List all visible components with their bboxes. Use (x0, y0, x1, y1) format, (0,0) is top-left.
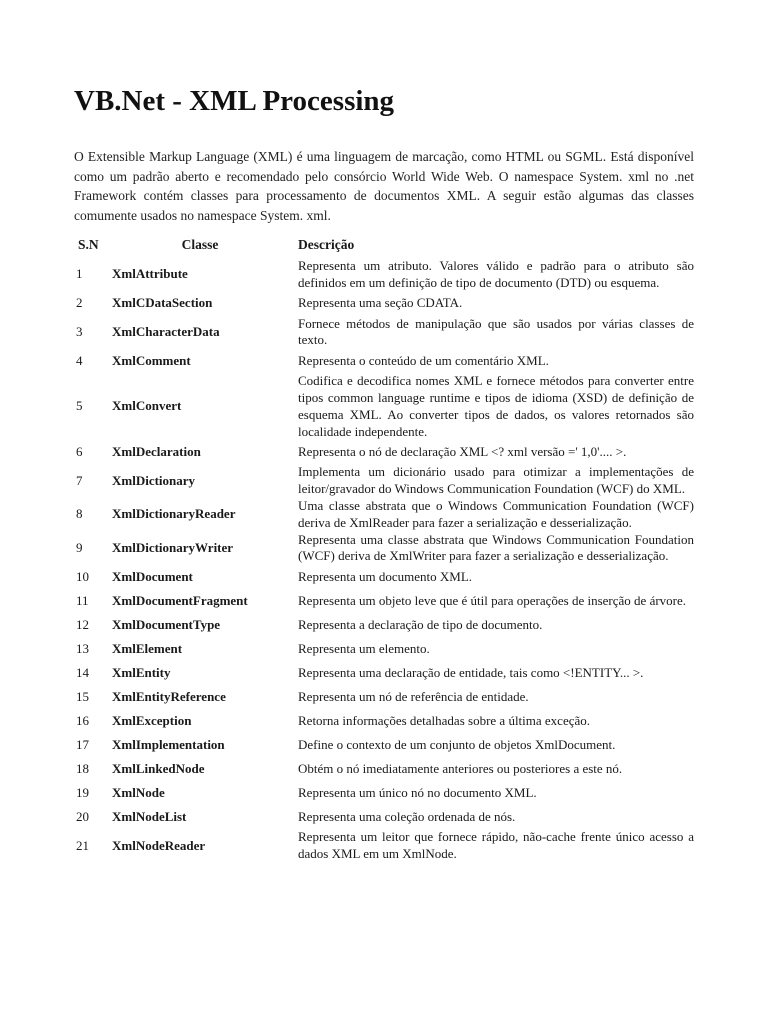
row-class-name: XmlImplementation (112, 736, 225, 752)
row-class-name: XmlDocument (112, 568, 193, 584)
row-class-name: XmlDocumentFragment (112, 592, 248, 608)
row-description: Obtém o nó imediatamente anteriores ou posteriores a este nó. (298, 760, 623, 776)
row-class-name: XmlCharacterData (112, 323, 220, 339)
row-description: Representa um único nó no documento XML. (298, 784, 537, 800)
row-class-name: XmlDictionary (112, 472, 196, 488)
row-class-name: XmlDocumentType (112, 616, 221, 632)
row-class-name: XmlDictionaryWriter (112, 539, 234, 555)
row-sn: 14 (76, 664, 89, 680)
row-sn: 19 (76, 784, 89, 800)
row-sn: 2 (76, 295, 83, 311)
table-row (74, 292, 694, 316)
table-row (74, 349, 694, 373)
row-sn: 11 (76, 592, 89, 608)
table-header-row (74, 233, 694, 258)
row-class-name: XmlException (112, 712, 192, 728)
row-description: Fornece métodos de manipulação que são usados por várias classes de texto. (298, 315, 694, 348)
table-row (74, 613, 694, 637)
table-row (74, 498, 694, 532)
row-sn: 5 (76, 398, 83, 414)
row-description: Representa um elemento. (298, 640, 430, 656)
table-body (74, 258, 694, 863)
row-sn: 13 (76, 640, 89, 656)
row-sn: 9 (76, 539, 83, 555)
row-class-name: XmlCDataSection (112, 295, 213, 311)
table-row (74, 373, 694, 440)
row-description: Representa o nó de declaração XML <? xml versão =' 1,0'.... >. (298, 443, 627, 459)
row-description: Representa um leitor que fornece rápido, não-cache frente único acesso a dados XML em um XmlNode. (298, 829, 694, 861)
row-description: Uma classe abstrata que o Windows Communication Foundation (WCF) deriva de XmlReader para fazer a serialização e desserialização. (298, 497, 694, 530)
table-row (74, 440, 694, 464)
row-class-name: XmlElement (112, 640, 183, 656)
row-sn: 21 (76, 837, 89, 853)
row-sn: 17 (76, 736, 89, 752)
row-description: Define o contexto de um conjunto de objetos XmlDocument. (298, 736, 616, 752)
header-descricao: Descrição (298, 237, 355, 252)
table-row (74, 565, 694, 589)
header-classe: Classe (181, 237, 219, 252)
row-description: Representa uma declaração de entidade, tais como <!ENTITY... >. (298, 664, 644, 680)
table-row (74, 685, 694, 709)
row-sn: 4 (76, 352, 83, 368)
row-sn: 1 (76, 266, 83, 282)
row-sn: 6 (76, 443, 83, 459)
row-sn: 3 (76, 323, 83, 339)
row-sn: 18 (76, 760, 89, 776)
row-description: Representa um nó de referência de entidade. (298, 688, 529, 704)
row-class-name: XmlConvert (112, 398, 182, 414)
table-row (74, 589, 694, 613)
table-row (74, 805, 694, 829)
table-row (74, 661, 694, 685)
row-description: Representa uma coleção ordenada de nós. (298, 808, 516, 824)
table-row (74, 781, 694, 805)
row-class-name: XmlNode (112, 784, 165, 800)
table-row (74, 733, 694, 757)
row-class-name: XmlDeclaration (112, 443, 201, 459)
row-sn: 15 (76, 688, 89, 704)
row-sn: 20 (76, 808, 89, 824)
table-row (74, 637, 694, 661)
classes-table (74, 233, 694, 863)
row-description: Representa o conteúdo de um comentário XML. (298, 352, 549, 368)
row-class-name: XmlComment (112, 352, 191, 368)
row-class-name: XmlEntity (112, 664, 171, 680)
row-description: Codifica e decodifica nomes XML e fornece métodos para converter entre tipos common language runtime e tipos de idioma (XSD) de definição de esquema XML. Ao converter tipos de dados, os valores retornados são localidade independente. (298, 373, 694, 439)
row-description: Representa um atributo. Valores válido e padrão para o atributo são definidos em um definição de tipo de documento (DTD) ou esquema. (298, 258, 694, 290)
row-description: Implementa um dicionário usado para otimizar a implementações de leitor/gravador do Windows Communication Foundation (WCF) do XML. (298, 464, 694, 497)
row-description: Representa um documento XML. (298, 568, 473, 584)
row-description: Representa uma seção CDATA. (298, 295, 463, 311)
header-sn: S.N (78, 237, 99, 252)
table-row (74, 464, 694, 498)
page-title: VB.Net - XML Processing (74, 85, 395, 117)
table-row (74, 532, 694, 566)
table-row (74, 258, 694, 292)
row-sn: 12 (76, 616, 89, 632)
row-description: Retorna informações detalhadas sobre a última exceção. (298, 712, 591, 728)
table-row (74, 757, 694, 781)
row-description: Representa um objeto leve que é útil para operações de inserção de árvore. (298, 592, 687, 608)
row-description: Representa uma classe abstrata que Windows Communication Foundation (WCF) deriva de XmlWriter para fazer a serialização e desserialização. (298, 531, 694, 564)
row-sn: 8 (76, 506, 83, 522)
table-row (74, 709, 694, 733)
row-class-name: XmlNodeReader (112, 837, 206, 853)
intro-paragraph: O Extensible Markup Language (XML) é uma linguagem de marcação, como HTML ou SGML. Está disponível como um padrão aberto e recomendado pelo consórcio World Wide Web. O namespace System. xml no .net Framework contém classes para processamento de documentos XML. A seguir estão algumas das classes comumente usados no namespace System. xml. (74, 149, 694, 223)
table-row (74, 316, 694, 350)
row-description: Representa a declaração de tipo de documento. (298, 616, 543, 632)
row-sn: 10 (76, 568, 89, 584)
row-class-name: XmlEntityReference (112, 688, 226, 704)
row-class-name: XmlNodeList (112, 808, 187, 824)
row-class-name: XmlAttribute (112, 266, 188, 282)
table-row (74, 829, 694, 863)
row-sn: 16 (76, 712, 89, 728)
row-class-name: XmlLinkedNode (112, 760, 205, 776)
row-sn: 7 (76, 472, 83, 488)
row-class-name: XmlDictionaryReader (112, 506, 236, 522)
